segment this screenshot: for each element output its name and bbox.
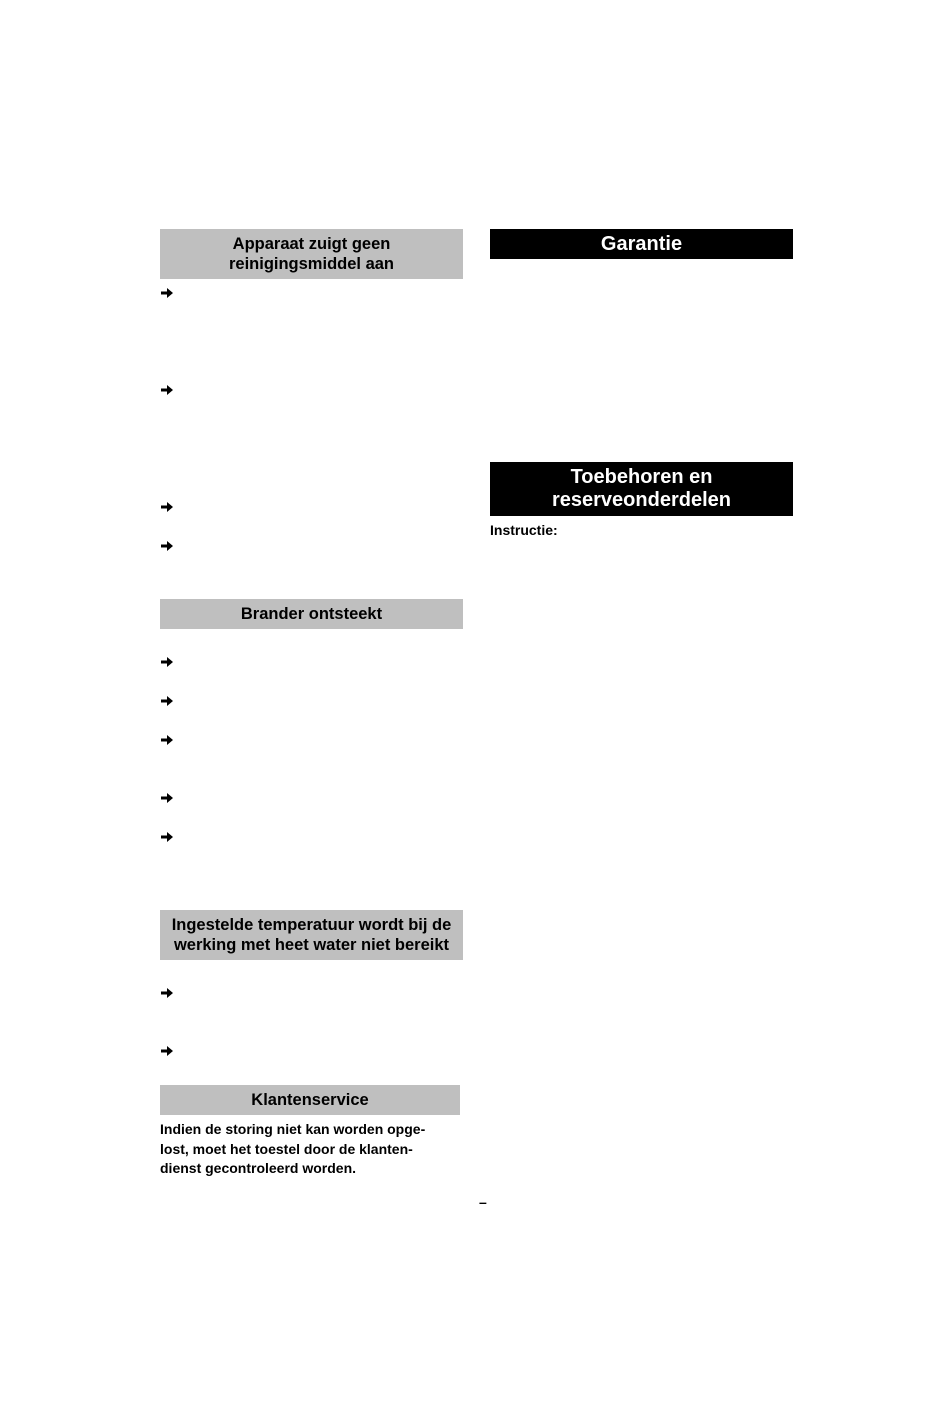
paragraph-line: lost, moet het toestel door de klanten- bbox=[160, 1140, 413, 1157]
section-title-line: Toebehoren en bbox=[570, 466, 713, 488]
section-header-service bbox=[160, 1085, 460, 1115]
section-title-line: reserveonderdelen bbox=[552, 489, 731, 511]
arrow-right-icon bbox=[160, 383, 176, 397]
section-title: Brander ontsteekt bbox=[240, 605, 383, 623]
arrow-right-icon bbox=[160, 655, 176, 669]
arrow-right-icon bbox=[160, 986, 176, 1000]
arrow-right-icon bbox=[160, 286, 176, 300]
page-marker: – bbox=[479, 1194, 487, 1210]
section-title-line: werking met heet water niet bereikt bbox=[173, 936, 450, 954]
arrow-right-icon bbox=[160, 694, 176, 708]
arrow-right-icon bbox=[160, 733, 176, 747]
section-header-accessories bbox=[490, 462, 793, 516]
arrow-right-icon bbox=[160, 830, 176, 844]
section-title-line: Apparaat zuigt geen bbox=[232, 235, 391, 253]
section-title-line: reinigingsmiddel aan bbox=[228, 255, 395, 273]
arrow-right-icon bbox=[160, 500, 176, 514]
section-header-no-detergent bbox=[160, 229, 463, 279]
note-label: Instructie: bbox=[490, 522, 558, 538]
service-paragraph bbox=[160, 1120, 465, 1179]
arrow-right-icon bbox=[160, 539, 176, 553]
section-header-burner bbox=[160, 599, 463, 629]
paragraph-line: dienst gecontroleerd worden. bbox=[160, 1160, 357, 1176]
section-title-line: Ingestelde temperatuur wordt bij de bbox=[171, 916, 452, 934]
arrow-right-icon bbox=[160, 1044, 176, 1058]
paragraph-line: Indien de storing niet kan worden opge- bbox=[160, 1121, 426, 1137]
arrow-right-icon bbox=[160, 791, 176, 805]
section-header-temperature bbox=[160, 910, 463, 960]
section-title: Klantenservice bbox=[251, 1091, 369, 1109]
section-header-warranty bbox=[490, 229, 793, 259]
section-title: Garantie bbox=[600, 232, 683, 255]
